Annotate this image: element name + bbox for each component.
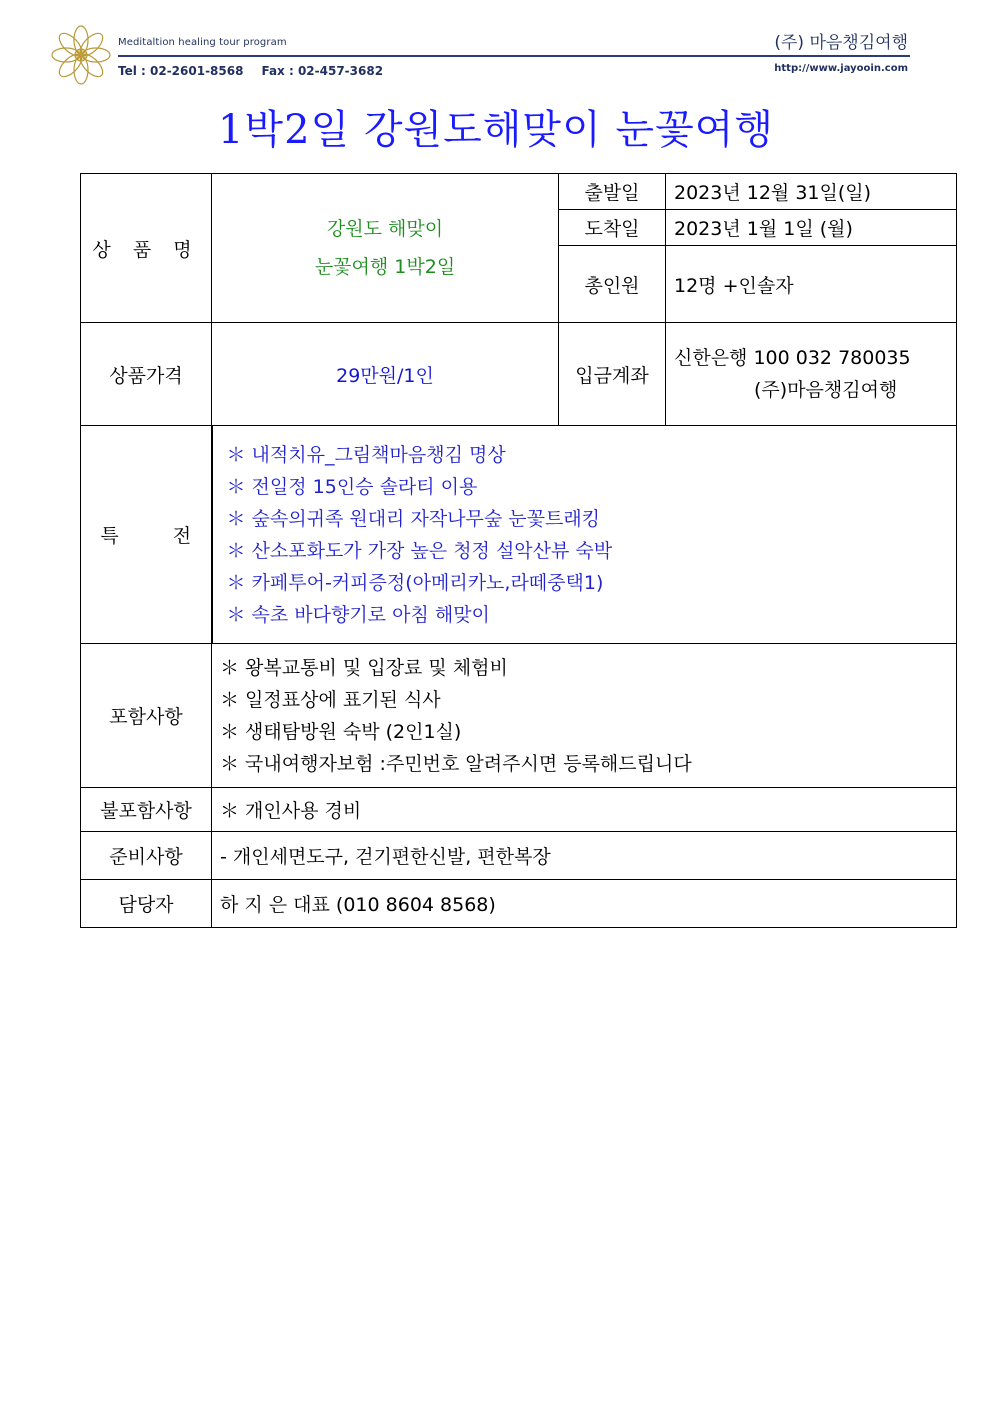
list-item: ＊ 국내여행자보험 :주민번호 알려주시면 등록해드립니다 [220,752,692,775]
departure-value: 2023년 12월 31일(일) [666,174,957,210]
fax: Fax : 02-457-3682 [261,64,384,78]
prepare-label: 준비사항 [81,832,212,880]
benefits-label: 특 전 [81,426,212,644]
list-item: ＊ 생태탐방원 숙박 (2인1실) [220,720,462,743]
prepare-value: - 개인세면도구, 걷기편한신발, 편한복장 [212,832,957,880]
list-item: ＊ 일정표상에 표기된 식사 [220,688,441,711]
list-item: ＊ 전일정 15인승 솔라티 이용 [226,475,478,498]
product-name-line2: 눈꽃여행 1박2일 [314,256,456,278]
departure-label: 출발일 [559,174,666,210]
company-name: (주) 마음챙김여행 [774,33,908,53]
tour-info-table [80,173,957,928]
price-label: 상품가격 [81,323,212,426]
deposit-bank: 신한은행 100 032 780035 [674,347,911,369]
manager-value: 하 지 은 대표 (010 8604 8568) [212,880,957,928]
tel: Tel : 02-2601-8568 [118,64,244,78]
list-item: ＊ 산소포화도가 가장 높은 청정 설악산뷰 숙박 [226,539,613,562]
contact-line [118,64,383,78]
mandala-logo-icon [50,24,112,86]
page-title: 1박2일 강원도해맞이 눈꽃여행 [217,107,774,153]
header-divider [118,55,910,57]
deposit-holder: (주)마음챙김여행 [754,379,898,401]
letterhead [50,24,910,86]
excludes-value: ＊ 개인사용 경비 [212,788,957,832]
list-item: ＊ 왕복교통비 및 입장료 및 체험비 [220,656,508,679]
list-item: ＊ 내적치유_그림책마음챙김 명상 [226,443,506,466]
excludes-label: 불포함사항 [81,788,212,832]
tagline: Meditaltion healing tour program [118,37,287,48]
arrival-label: 도착일 [559,210,666,246]
product-name-line1: 강원도 해맞이 [326,218,444,240]
list-item: ＊ 숲속의귀족 원대리 자작나무숲 눈꽃트래킹 [226,507,601,530]
deposit-label: 입금계좌 [559,323,666,426]
includes-label: 포함사항 [81,644,212,788]
product-name [212,174,559,323]
product-label: 상 품 명 [81,174,212,323]
people-value: 12명 +인솔자 [666,246,957,323]
arrival-value: 2023년 1월 1일 (월) [666,210,957,246]
list-item: ＊ 카페투어-커피증정(아메리카노,라떼중택1) [226,571,604,594]
people-label: 총인원 [559,246,666,323]
manager-label: 담당자 [81,880,212,928]
price-value: 29만원/1인 [212,323,559,426]
deposit-account [666,323,957,426]
list-item: ＊ 속초 바다향기로 아침 해맞이 [226,603,490,626]
includes-list [212,644,957,788]
website-link[interactable]: http://www.jayooin.com [774,63,908,74]
benefits-list [212,426,957,644]
